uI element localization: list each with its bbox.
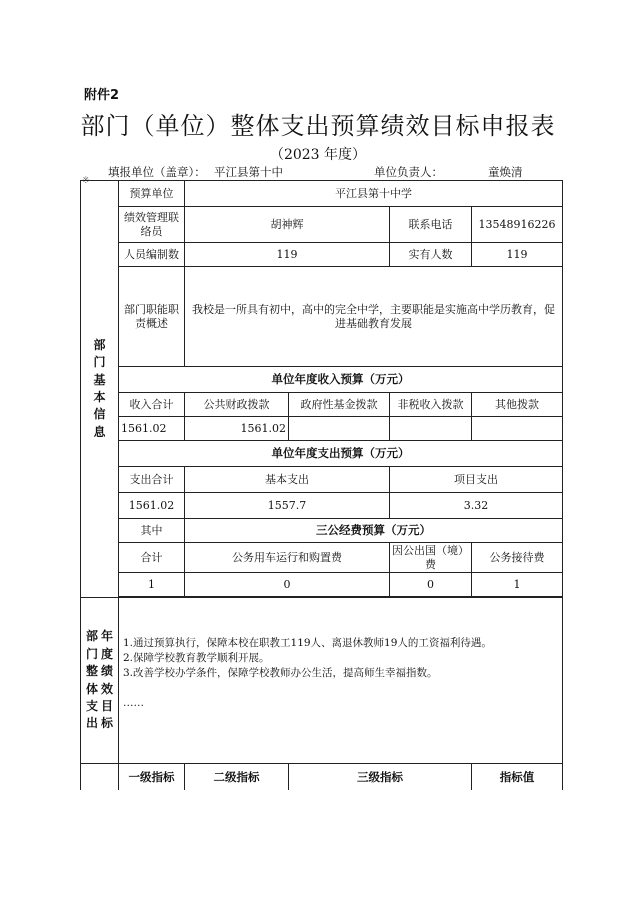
actual-staff-label: 实有人数 [390, 243, 472, 267]
income-title: 单位年度收入预算（万元） [119, 367, 563, 393]
income-header: 政府性基金拨款 [289, 393, 390, 417]
income-value [472, 417, 563, 441]
indicator-header: 指标值 [472, 764, 563, 790]
leader-value: 童焕清 [488, 165, 523, 179]
three-public-value: 1 [119, 573, 185, 597]
income-value [390, 417, 472, 441]
expense-title: 单位年度支出预算（万元） [119, 441, 563, 467]
three-public-header: 因公出国（境）费 [390, 543, 472, 573]
income-header: 公共财政拨款 [185, 393, 289, 417]
leader-label: 单位负责人： [374, 165, 443, 179]
three-public-value: 0 [185, 573, 390, 597]
staff-quota-value: 119 [185, 243, 390, 267]
income-value: 1561.02 [119, 417, 185, 441]
indicator-header: 三级指标 [289, 764, 472, 790]
budget-unit-label: 预算单位 [119, 181, 185, 207]
report-year: （2023 年度） [269, 147, 367, 163]
page-title: 部门（单位）整体支出预算绩效目标申报表 [80, 112, 556, 140]
three-public-value: 1 [472, 573, 563, 597]
income-header: 非税收入拨款 [390, 393, 472, 417]
section-performance-goals: 部门整体支出 年度绩效目标 [81, 598, 119, 764]
stray-mark: ※ [82, 176, 90, 186]
staff-quota-label: 人员编制数 [119, 243, 185, 267]
income-value [289, 417, 390, 441]
three-public-header: 公务用车运行和购置费 [185, 543, 390, 573]
income-header: 其他拨款 [472, 393, 563, 417]
goal-item: 3.改善学校办学条件，保障学校教师办公生活，提高师生幸福指数。 [123, 667, 438, 680]
contact-value: 胡神辉 [185, 207, 390, 243]
expense-header: 支出合计 [119, 467, 185, 493]
duty-label: 部门职能职责概述 [119, 267, 185, 367]
goal-item: …… [123, 696, 144, 709]
expense-value: 1557.7 [185, 493, 390, 519]
duty-text: 我校是一所具有初中，高中的完全中学，主要职能是实施高中学历教育，促进基础教育发展 [185, 267, 563, 367]
expense-value: 3.32 [390, 493, 563, 519]
goal-item: 1.通过预算执行，保障本校在职教工119人、离退休教师19人的工资福利待遇。 [123, 637, 492, 649]
performance-goals [119, 598, 563, 764]
attachment-label: 附件2 [84, 88, 120, 103]
budget-unit-value: 平江县第十中学 [185, 181, 563, 207]
section-basic-info: 部门基本信息 [81, 181, 119, 598]
three-public-header: 合计 [119, 543, 185, 573]
income-value: 1561.02 [185, 417, 289, 441]
fill-unit-value: 平江县第十中 [214, 165, 283, 179]
expense-header: 项目支出 [390, 467, 563, 493]
phone-label: 联系电话 [390, 207, 472, 243]
fill-unit-label: 填报单位（盖章）： [108, 165, 206, 179]
of-which-label: 其中 [119, 519, 185, 543]
indicator-side-cell [81, 764, 119, 790]
contact-label: 绩效管理联络员 [119, 207, 185, 243]
indicator-header: 一级指标 [119, 764, 185, 790]
three-public-header: 公务接待费 [472, 543, 563, 573]
three-public-title: 三公经费预算（万元） [185, 519, 563, 543]
expense-value: 1561.02 [119, 493, 185, 519]
phone-value: 13548916226 [472, 207, 563, 243]
budget-form-table [80, 180, 563, 790]
expense-header: 基本支出 [185, 467, 390, 493]
indicator-header: 二级指标 [185, 764, 289, 790]
actual-staff-value: 119 [472, 243, 563, 267]
three-public-value: 0 [390, 573, 472, 597]
income-header: 收入合计 [119, 393, 185, 417]
goal-item: 2.保障学校教育教学顺利开展。 [123, 652, 270, 665]
